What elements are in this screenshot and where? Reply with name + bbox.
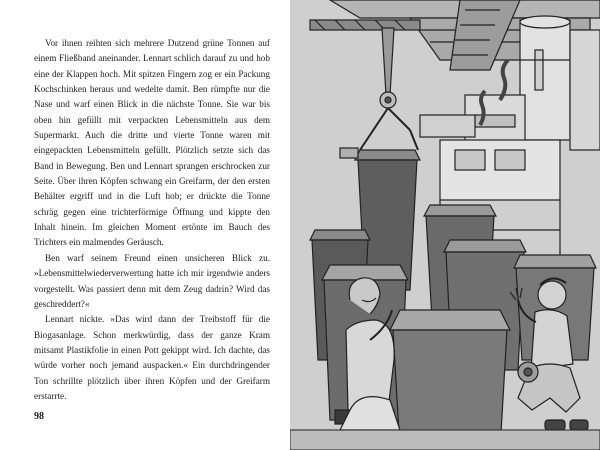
paragraph-1: Vor ihnen reihten sich mehrere Dutzend grüne Tonnen auf einem Fließband aneinander. Lennart schlich darauf zu und hob eine der Klappen hoch. Mit spitzen Fingern zog er ein Packung Kochschinken heraus und wedelte damit. Ben rümpfte nur die Nase und warf einen Blick in die nächste Tonne. Sie war bis oben hin gefüllt mit verpackten Lebensmitteln aus dem Supermarkt. Auch die dritte und vierte Tonne waren mit eingepackten Lebensmitteln gefüllt. Plötzlich setzte sich das Band in Bewegung. Ben und Lennart sprangen erschrocken zur Seite. Über ihren Köpfen schwang ein Greifarm, der den ersten Behälter ergriff und in die Luft hob; er drückte die Tonne schräg gegen eine trichterförmige Öffnung und kippte den Inhalt hinein. Im gleichen Moment ertönte im Bauch des Trichters ein malmendes Geräusch. [34, 38, 270, 248]
paragraph-3: Lennart nickte. »Das wird dann der Treibstoff für die Biogasanlage. Schon merkwürdig, dass der ganze Kram mitsamt Plastikfolie in einen Pott gekippt wird. Ich dachte, das würde vorher noch jemand auspacken.« Ein durchdringender Ton schrillte plötzlich über ihren Köpfen und der Greifarm erstarrte. [34, 314, 270, 401]
bin-front-center [390, 310, 510, 450]
illustration [290, 0, 600, 450]
illustration-page [290, 0, 600, 450]
story-text [34, 36, 270, 404]
floor [290, 430, 600, 450]
paragraph-2: Ben warf seinem Freund einen unsicheren Blick zu. »Lebensmittelwiederverwertung hatte ich mir irgendwie anders vorgestellt. Was passiert denn mit dem Zeug dadrin? Wird das geschreddert?« [34, 252, 270, 309]
pipe-wheel [518, 362, 538, 382]
page-number: 98 [34, 411, 44, 422]
left-page [0, 0, 290, 450]
